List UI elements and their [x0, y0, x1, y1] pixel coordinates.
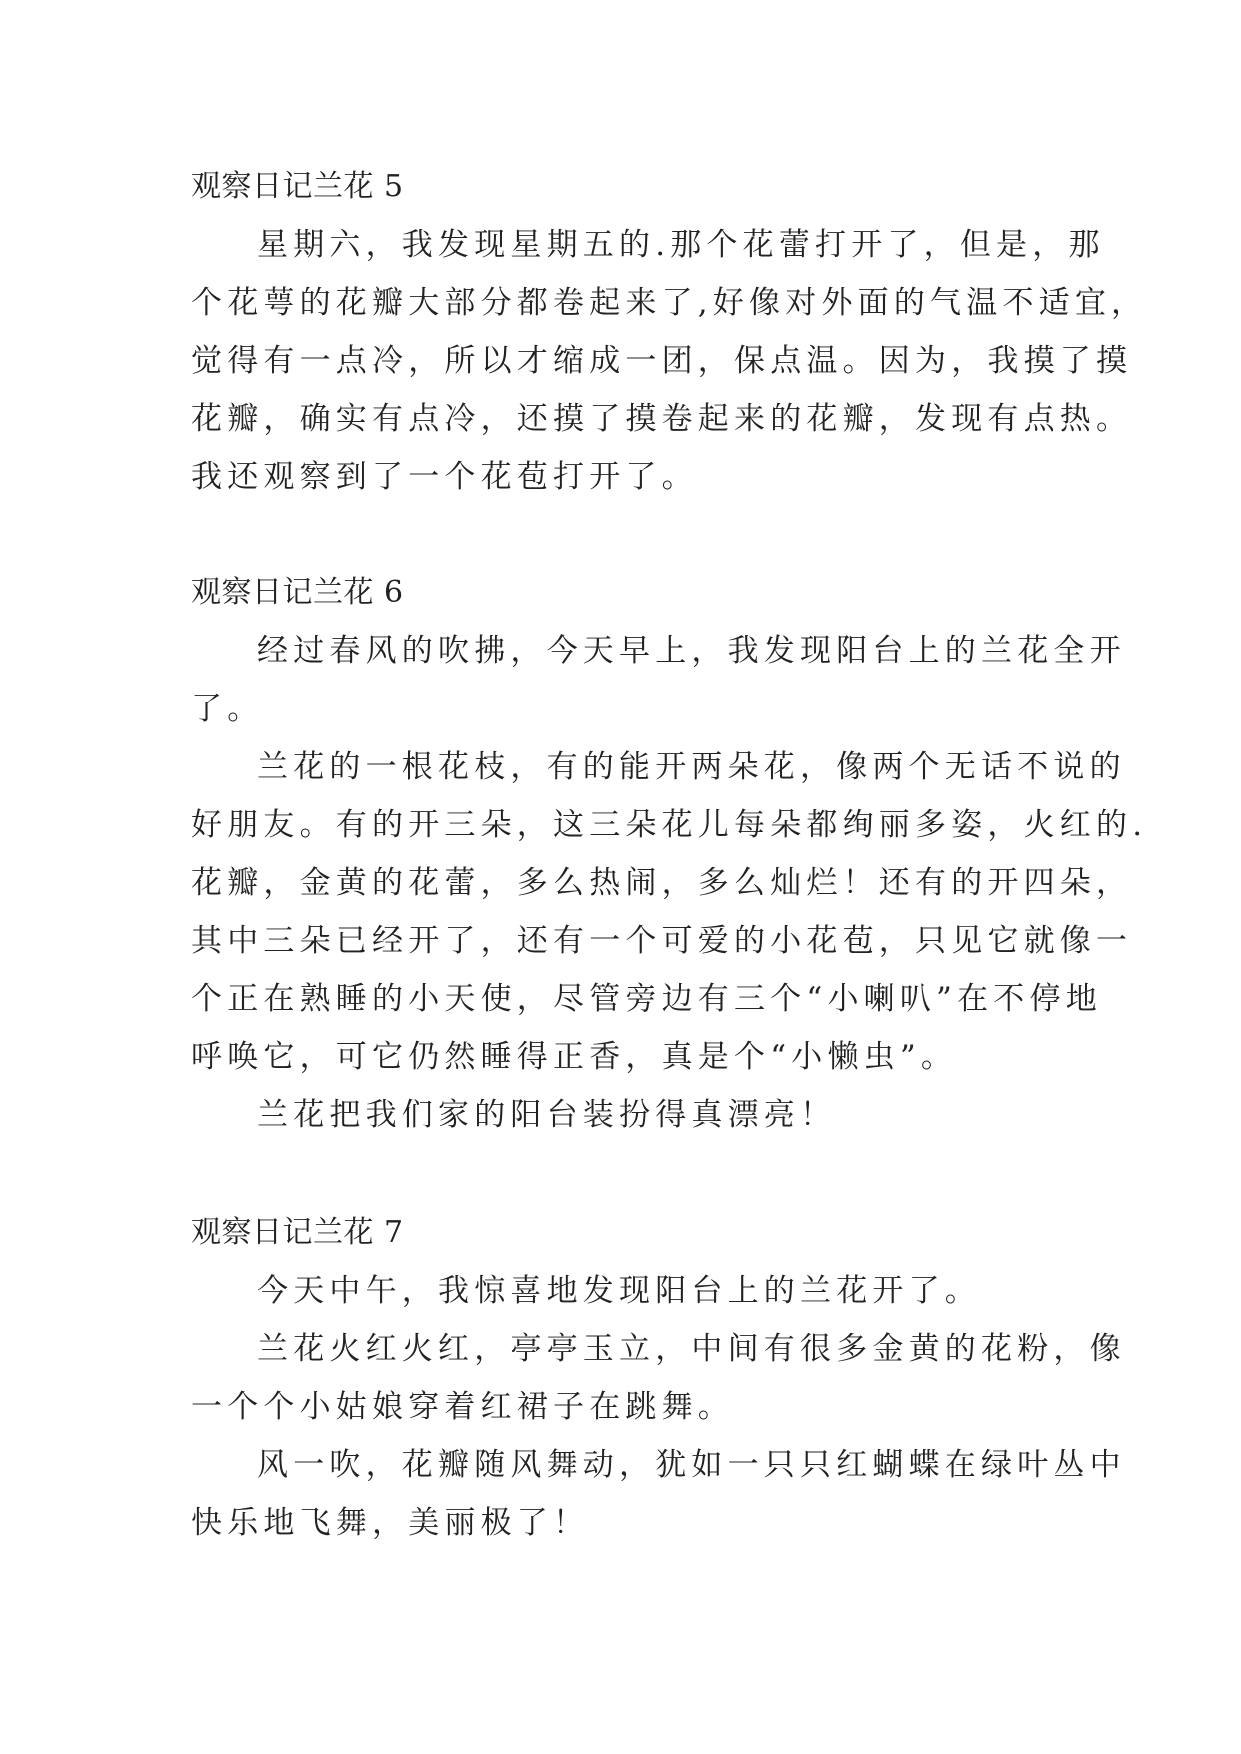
paragraph-line: 兰花的一根花枝，有的能开两朵花，像两个无话不说的: [257, 749, 1126, 785]
paragraph-line: 其中三朵已经开了，还有一个可爱的小花苞，只见它就像一: [191, 923, 1133, 959]
paragraph-line: 兰花火红火红，亭亭玉立，中间有很多金黄的花粉，像: [257, 1331, 1126, 1367]
paragraph-line: 兰花把我们家的阳台装扮得真漂亮！: [257, 1097, 837, 1133]
entry-title: 观察日记兰花 6: [191, 575, 404, 610]
paragraph-line: 个正在熟睡的小天使，尽管旁边有三个“小喇叭”在不停地: [191, 981, 1102, 1017]
diary-entry-6: [191, 564, 1148, 1144]
entry-title: 观察日记兰花 7: [191, 1215, 404, 1250]
paragraph-line: 我还观察到了一个花苞打开了。: [191, 459, 698, 495]
paragraph-line: 花瓣，确实有点冷，还摸了摸卷起来的花瓣，发现有点热。: [191, 401, 1133, 437]
paragraph-line: 星期六，我发现星期五的.那个花蕾打开了，但是，那: [257, 227, 1105, 263]
paragraph-line: 呼唤它，可它仍然睡得正香，真是个“小懒虫”。: [191, 1039, 958, 1075]
entry-title: 观察日记兰花 5: [191, 169, 404, 204]
paragraph-line: 好朋友。有的开三朵，这三朵花儿每朵都绚丽多姿，火红的.: [191, 807, 1148, 843]
paragraph-line: 个花萼的花瓣大部分都卷起来了,好像对外面的气温不适宜，: [191, 285, 1148, 321]
paragraph-line: 今天中午，我惊喜地发现阳台上的兰花开了。: [257, 1273, 981, 1309]
paragraph-line: 觉得有一点冷，所以才缩成一团，保点温。因为，我摸了摸: [191, 343, 1133, 379]
paragraph-line: 风一吹，花瓣随风舞动，犹如一只只红蝴蝶在绿叶丛中: [257, 1447, 1126, 1483]
diary-entry-5: [191, 158, 1148, 506]
paragraph-line: 了。: [191, 691, 264, 727]
diary-entry-7: [191, 1204, 1126, 1552]
paragraph-line: 一个个小姑娘穿着红裙子在跳舞。: [191, 1389, 734, 1425]
paragraph-line: 花瓣，金黄的花蕾，多么热闹，多么灿烂！还有的开四朵，: [191, 865, 1133, 901]
paragraph-line: 经过春风的吹拂，今天早上，我发现阳台上的兰花全开: [257, 633, 1126, 669]
paragraph-line: 快乐地飞舞，美丽极了！: [191, 1505, 590, 1541]
